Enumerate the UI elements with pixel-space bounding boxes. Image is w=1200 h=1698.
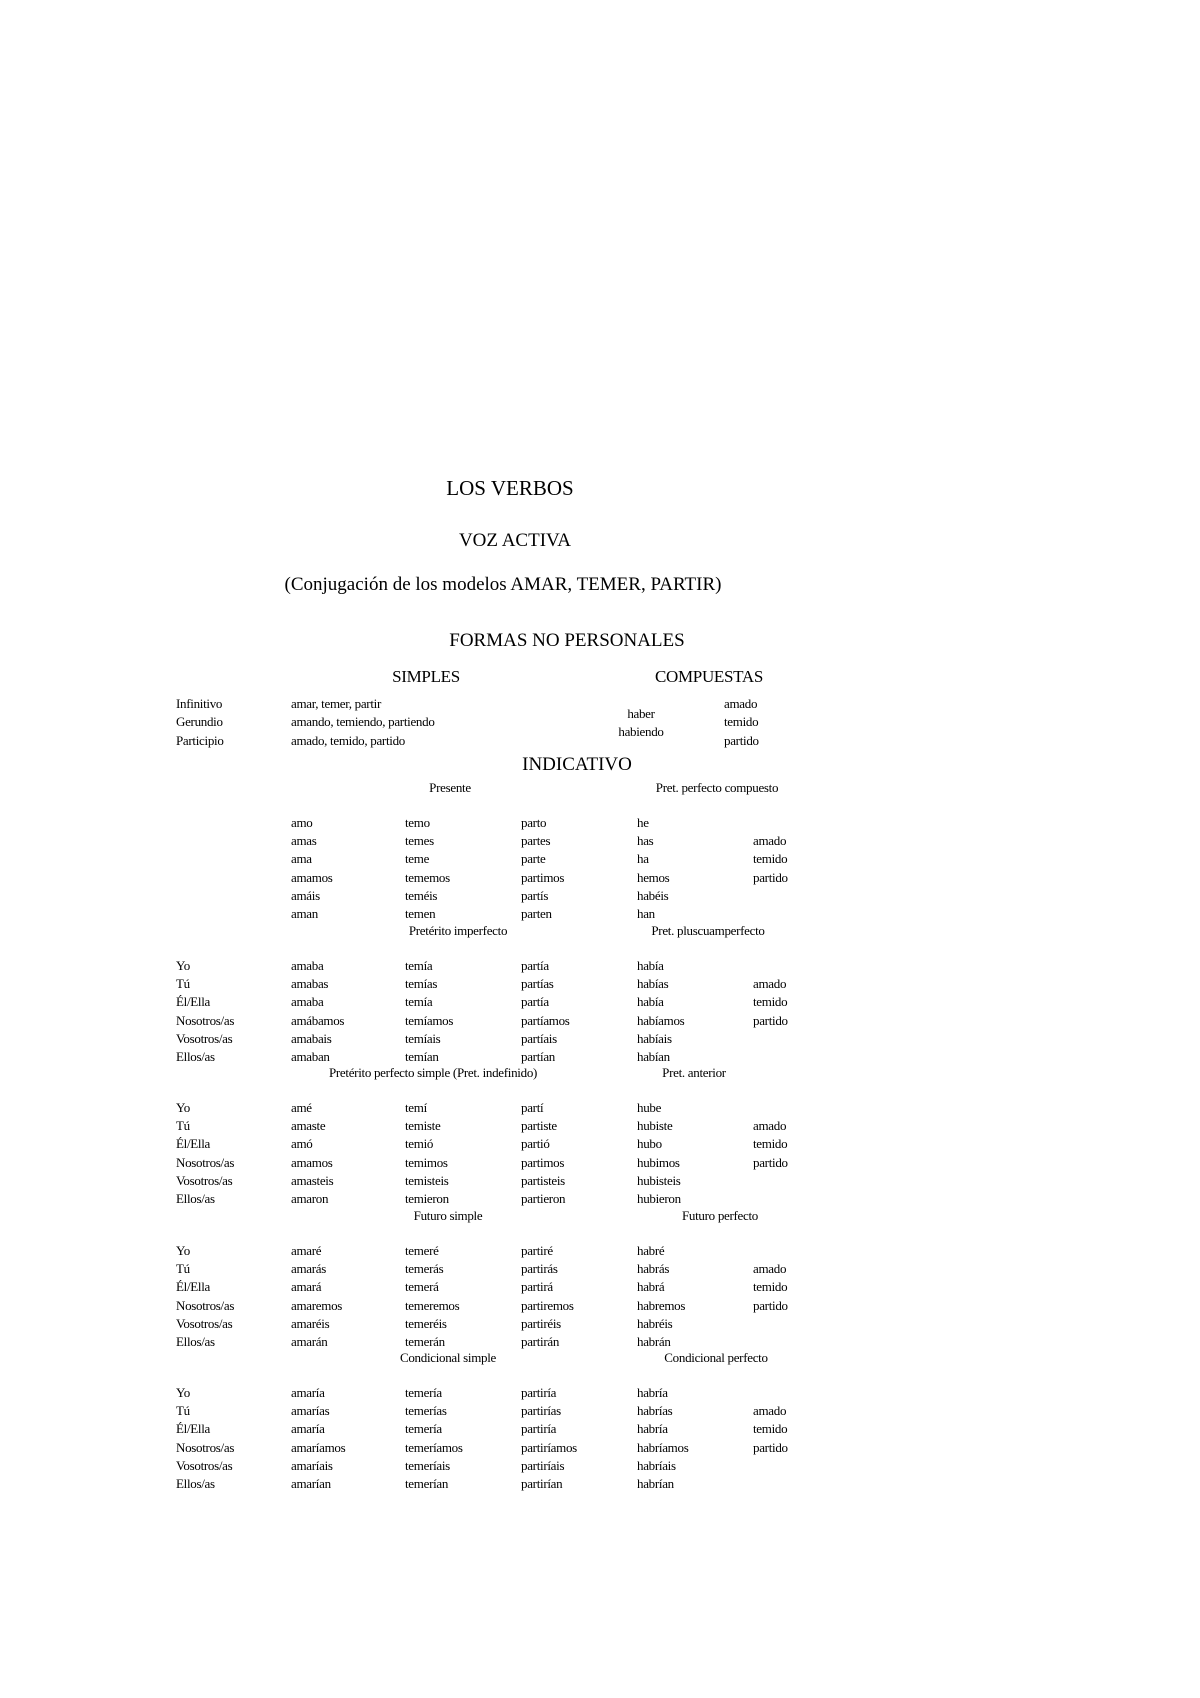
amar-form: aman (291, 906, 318, 921)
partir-form: partió (521, 1136, 550, 1152)
temer-form: teméis (405, 887, 438, 903)
participle-form: amado (753, 976, 787, 992)
person-label: Nosotros/as (176, 1297, 235, 1313)
participle-form: partido (753, 1297, 788, 1313)
person-label: Ellos/as (176, 1334, 215, 1349)
amar-form: amó (291, 1136, 313, 1152)
partir-form: partiréis (521, 1315, 561, 1331)
auxiliary-form: habríamos (637, 1439, 689, 1455)
amar-form: amarían (291, 1476, 331, 1491)
temer-form: temisteis (405, 1172, 449, 1188)
amar-form: amábamos (291, 1012, 345, 1028)
temer-form: temen (405, 906, 436, 921)
temer-form: temía (405, 994, 433, 1010)
tense-simple-title: Futuro simple (413, 1208, 483, 1223)
person-label: Nosotros/as (176, 1439, 235, 1455)
partir-form: partirían (521, 1476, 563, 1491)
partir-form: partirías (521, 1403, 561, 1419)
compuestas-heading: COMPUESTAS (654, 667, 764, 686)
nonpersonal-label: Gerundio (176, 714, 223, 729)
nonpersonal-label: Participio (176, 733, 224, 748)
person-label: Tú (176, 976, 190, 992)
person-label: Tú (176, 1118, 190, 1134)
auxiliary-form: han (637, 906, 655, 921)
auxiliary-form: habría (637, 1385, 668, 1400)
auxiliary-form: habríais (637, 1457, 676, 1473)
person-label: Ellos/as (176, 1191, 215, 1206)
nonpersonal-simple-form: amando, temiendo, partiendo (291, 714, 435, 729)
auxiliary-form: habéis (637, 887, 669, 903)
participle-form: temido (753, 851, 788, 867)
partir-form: partiste (521, 1118, 557, 1134)
amar-form: amaba (291, 994, 324, 1010)
temer-form: temeremos (405, 1297, 460, 1313)
participle-form: amado (753, 833, 787, 849)
partir-form: partía (521, 994, 549, 1010)
amar-form: amamos (291, 1154, 333, 1170)
auxiliary-form: has (637, 833, 654, 849)
person-label: Nosotros/as (176, 1154, 235, 1170)
participle-form: amado (753, 1403, 787, 1419)
temer-form: temíais (405, 1030, 441, 1046)
amar-form: amas (291, 833, 317, 849)
partir-form: partiré (521, 1243, 553, 1258)
auxiliary-form: hubimos (637, 1154, 680, 1170)
partir-form: partías (521, 976, 554, 992)
amar-form: amamos (291, 869, 333, 885)
no-personales-heading: FORMAS NO PERSONALES (449, 630, 685, 651)
nonpersonal-simple-form: amado, temido, partido (291, 733, 405, 748)
partir-form: partimos (521, 1154, 565, 1170)
temer-form: temieron (405, 1191, 449, 1206)
amar-form: amaría (291, 1385, 325, 1400)
tense-compound-title: Pret. pluscuamperfecto (651, 923, 765, 938)
page-title: LOS VERBOS (446, 476, 574, 500)
auxiliary-form: ha (637, 851, 649, 867)
auxiliary-form: hubieron (637, 1191, 681, 1206)
auxiliary-form: habría (637, 1421, 668, 1437)
temer-form: temo (405, 815, 430, 830)
auxiliary-form: habrán (637, 1334, 671, 1349)
nonpersonal-participle: temido (724, 714, 759, 729)
partir-form: partes (521, 833, 551, 849)
auxiliary-form: hubo (637, 1136, 662, 1152)
partir-form: partisteis (521, 1172, 565, 1188)
temer-form: temía (405, 958, 433, 973)
nonpersonal-participle: amado (724, 696, 758, 711)
participle-form: amado (753, 1118, 787, 1134)
auxiliary-form: he (637, 815, 649, 830)
person-label: Vosotros/as (176, 1457, 233, 1473)
person-label: Yo (176, 1100, 190, 1115)
auxiliary-form: habremos (637, 1297, 686, 1313)
amar-form: amaré (291, 1243, 322, 1258)
nonpersonal-participle: partido (724, 733, 759, 748)
temer-form: temerá (405, 1279, 439, 1295)
person-label: Vosotros/as (176, 1315, 233, 1331)
nonpersonal-simple-form: amar, temer, partir (291, 696, 381, 711)
amar-form: amáis (291, 887, 320, 903)
amar-form: amarías (291, 1403, 330, 1419)
amar-form: amabas (291, 976, 329, 992)
conjugation-subtitle: (Conjugación de los modelos AMAR, TEMER, PARTIR) (284, 574, 722, 595)
partir-form: partiremos (521, 1297, 574, 1313)
amar-form: amarán (291, 1334, 328, 1349)
amar-form: amaron (291, 1191, 329, 1206)
partir-form: partían (521, 1049, 555, 1064)
partir-form: partiría (521, 1385, 557, 1400)
temer-form: temeríais (405, 1457, 450, 1473)
amar-form: amo (291, 815, 313, 830)
voice-heading: VOZ ACTIVA (458, 530, 572, 551)
amar-form: amaremos (291, 1297, 343, 1313)
temer-form: temerás (405, 1261, 444, 1277)
person-label: Ellos/as (176, 1049, 215, 1064)
temer-form: temerías (405, 1403, 447, 1419)
temer-form: temería (405, 1421, 442, 1437)
participle-form: temido (753, 1279, 788, 1295)
participle-form: partido (753, 869, 788, 885)
temer-form: temerán (405, 1334, 445, 1349)
tense-compound-title: Futuro perfecto (681, 1208, 759, 1223)
person-label: Él/Ella (176, 1421, 210, 1437)
amar-form: amabais (291, 1030, 332, 1046)
simples-heading: SIMPLES (392, 667, 460, 686)
nonpersonal-label: Infinitivo (176, 696, 223, 711)
auxiliary-form: habíamos (637, 1012, 685, 1028)
partir-form: partirá (521, 1279, 553, 1295)
temer-form: tememos (405, 869, 450, 885)
partir-form: parto (521, 815, 547, 830)
partir-form: partíais (521, 1030, 557, 1046)
indicativo-heading: INDICATIVO (522, 754, 632, 775)
participle-form: temido (753, 1136, 788, 1152)
temer-form: temí (405, 1100, 427, 1115)
person-label: Nosotros/as (176, 1012, 235, 1028)
partir-form: partimos (521, 869, 565, 885)
temer-form: temeríamos (405, 1439, 463, 1455)
partir-form: parten (521, 906, 552, 921)
temer-form: temían (405, 1049, 439, 1064)
participle-form: partido (753, 1012, 788, 1028)
partir-form: partíamos (521, 1012, 570, 1028)
participle-form: temido (753, 1421, 788, 1437)
person-label: Tú (176, 1261, 190, 1277)
amar-form: amaríamos (291, 1439, 346, 1455)
temer-form: temerían (405, 1476, 449, 1491)
temer-form: teme (405, 851, 430, 867)
temer-form: temeréis (405, 1315, 447, 1331)
tense-compound-title: Pret. perfecto compuesto (655, 780, 779, 795)
auxiliary-form: hubiste (637, 1118, 673, 1134)
person-label: Él/Ella (176, 994, 210, 1010)
participle-form: temido (753, 994, 788, 1010)
tense-simple-title: Presente (429, 780, 471, 795)
person-label: Yo (176, 1243, 190, 1258)
person-label: Vosotros/as (176, 1030, 233, 1046)
auxiliary-form: habían (637, 1049, 670, 1064)
amar-form: amaste (291, 1118, 326, 1134)
partir-form: partirán (521, 1334, 560, 1349)
auxiliary-form: hemos (637, 869, 670, 885)
tense-simple-title: Pretérito imperfecto (408, 923, 508, 938)
auxiliary-form: hubisteis (637, 1172, 681, 1188)
amar-form: amaréis (291, 1315, 330, 1331)
amar-form: amarás (291, 1261, 327, 1277)
tense-compound-title: Condicional perfecto (664, 1350, 768, 1365)
person-label: Vosotros/as (176, 1172, 233, 1188)
tense-simple-title: Pretérito perfecto simple (Pret. indefinido) (328, 1065, 538, 1080)
temer-form: temió (405, 1136, 434, 1152)
auxiliary-form: habrías (637, 1403, 673, 1419)
partir-form: partía (521, 958, 549, 973)
amar-form: ama (291, 851, 312, 867)
partir-form: partirás (521, 1261, 558, 1277)
partir-form: partieron (521, 1191, 566, 1206)
temer-form: temimos (405, 1154, 448, 1170)
temer-form: temías (405, 976, 438, 992)
partir-form: partí (521, 1100, 544, 1115)
person-label: Yo (176, 1385, 190, 1400)
participle-form: partido (753, 1439, 788, 1455)
person-label: Yo (176, 958, 190, 973)
amar-form: amará (291, 1279, 322, 1295)
amar-form: amaban (291, 1049, 330, 1064)
partir-form: partiríais (521, 1457, 565, 1473)
auxiliary-form: habrían (637, 1476, 674, 1491)
temer-form: temería (405, 1385, 442, 1400)
auxiliary-form: habías (637, 976, 669, 992)
tense-simple-title: Condicional simple (399, 1350, 497, 1365)
person-label: Tú (176, 1403, 190, 1419)
person-label: Él/Ella (176, 1136, 210, 1152)
partir-form: partís (521, 887, 549, 903)
person-label: Él/Ella (176, 1279, 210, 1295)
partir-form: partiría (521, 1421, 557, 1437)
auxiliary-form: había (637, 994, 664, 1010)
auxiliary-form: habréis (637, 1315, 673, 1331)
partir-form: partiríamos (521, 1439, 577, 1455)
nonpersonal-auxiliary: haber (627, 706, 655, 721)
partir-form: parte (521, 851, 546, 867)
auxiliary-form: habré (637, 1243, 665, 1258)
participle-form: amado (753, 1261, 787, 1277)
participle-form: partido (753, 1154, 788, 1170)
person-label: Ellos/as (176, 1476, 215, 1491)
auxiliary-form: había (637, 958, 664, 973)
auxiliary-form: habíais (637, 1030, 672, 1046)
amar-form: amaríais (291, 1457, 333, 1473)
tense-compound-title: Pret. anterior (662, 1065, 726, 1080)
temer-form: temiste (405, 1118, 441, 1134)
temer-form: temíamos (405, 1012, 454, 1028)
amar-form: amé (291, 1100, 312, 1115)
temer-form: temes (405, 833, 434, 849)
auxiliary-form: habrás (637, 1261, 670, 1277)
amar-form: amasteis (291, 1172, 334, 1188)
amar-form: amaba (291, 958, 324, 973)
auxiliary-form: hube (637, 1100, 662, 1115)
temer-form: temeré (405, 1243, 439, 1258)
amar-form: amaría (291, 1421, 325, 1437)
auxiliary-form: habrá (637, 1279, 665, 1295)
nonpersonal-auxiliary: habiendo (618, 724, 664, 739)
